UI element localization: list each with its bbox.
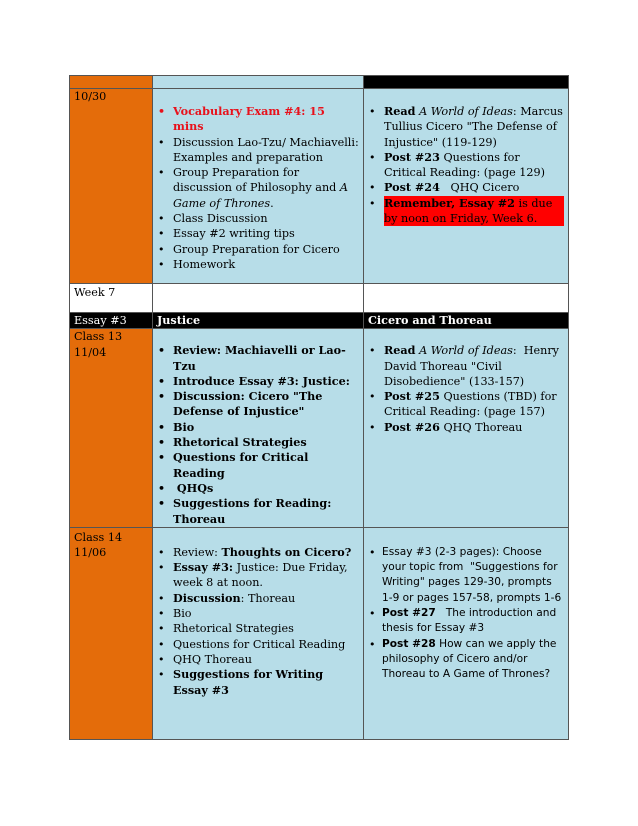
date-cell xyxy=(70,527,153,739)
list-item: • Read A World of Ideas: Henry David Thoreau "Civil Disobedience" (133-157) xyxy=(384,343,564,389)
list-item: • Bio xyxy=(173,420,359,435)
list-item: • Discussion: Cicero "The Defense of Injustice" xyxy=(173,389,359,420)
homework-list xyxy=(368,343,564,435)
list-item: • Suggestions for Reading: Thoreau xyxy=(173,496,359,527)
list-item: • Class Discussion xyxy=(173,211,359,226)
list-item: • Homework xyxy=(173,257,359,272)
table-row xyxy=(70,284,569,313)
table-row xyxy=(70,89,569,284)
list-item: • Rhetorical Strategies xyxy=(173,621,359,636)
cell xyxy=(153,284,364,313)
header-cell xyxy=(153,313,364,329)
cell xyxy=(70,76,153,89)
list-item: • Post #24 QHQ Cicero xyxy=(384,180,564,195)
date-cell xyxy=(70,329,153,528)
table-row xyxy=(70,76,569,89)
date: 11/04 xyxy=(74,345,107,359)
table-row xyxy=(70,313,569,329)
class-label: Class 14 xyxy=(74,530,123,544)
homework-list xyxy=(368,545,564,683)
list-item: • Review: Machiavelli or Lao-Tzu xyxy=(173,343,359,374)
list-item: • Post #27 The introduction and thesis for Essay #3 xyxy=(382,606,564,637)
cell xyxy=(153,76,364,89)
list-item: • QHQ Thoreau xyxy=(173,652,359,667)
table-row xyxy=(70,527,569,739)
list-item: • Essay #2 writing tips xyxy=(173,226,359,241)
homework-cell xyxy=(364,89,569,284)
week-label-cell xyxy=(70,284,153,313)
homework-cell xyxy=(364,329,569,528)
date: 10/30 xyxy=(74,90,107,103)
cell xyxy=(364,76,569,89)
readings-label: Cicero and Thoreau xyxy=(368,313,492,327)
date: 11/06 xyxy=(74,546,107,560)
cell xyxy=(364,284,569,313)
list-item: • Questions for Critical Reading xyxy=(173,637,359,652)
theme-label: Justice xyxy=(157,313,201,327)
list-item: • Review: Thoughts on Cicero? xyxy=(173,545,359,560)
list-item: • Discussion: Thoreau xyxy=(173,591,359,606)
list-item: • Questions for Critical Reading xyxy=(173,450,359,481)
activities-cell xyxy=(153,89,364,284)
header-cell xyxy=(364,313,569,329)
header-cell xyxy=(70,313,153,329)
list-item: • Group Preparation for Cicero xyxy=(173,242,359,257)
list-item: • Post #26 QHQ Thoreau xyxy=(384,420,564,435)
list-item: • Suggestions for Writing Essay #3 xyxy=(173,667,359,698)
activities-list xyxy=(157,545,359,698)
list-item: • Read A World of Ideas: Marcus Tullius Cicero "The Defense of Injustice" (119-129) xyxy=(384,104,564,150)
week-label: Week 7 xyxy=(74,286,116,299)
list-item: • Post #28 How can we apply the philosophy of Cicero and/or Thoreau to A Game of Thrones? xyxy=(382,637,564,683)
syllabus-table xyxy=(69,75,569,740)
date-cell xyxy=(70,89,153,284)
activities-list xyxy=(157,104,359,272)
table-row xyxy=(70,329,569,528)
list-item: • Essay #3 (2-3 pages): Choose your topic from "Suggestions for Writing" pages 129-30, prompts 1-9 or pages 157-58, prompts 1-6 xyxy=(382,545,564,606)
homework-cell xyxy=(364,527,569,739)
activities-cell xyxy=(153,329,364,528)
homework-list xyxy=(368,104,564,226)
essay-label: Essay #3 xyxy=(74,314,127,327)
list-item: • Introduce Essay #3: Justice: xyxy=(173,374,359,389)
activities-cell xyxy=(153,527,364,739)
list-item: • Discussion Lao-Tzu/ Machiavelli: Examples and preparation xyxy=(173,135,359,166)
list-item: • Vocabulary Exam #4: 15 mins xyxy=(173,104,359,135)
list-item: • Remember, Essay #2 is due by noon on Friday, Week 6. xyxy=(384,196,564,227)
activities-list xyxy=(157,343,359,527)
list-item: • Post #23 Questions for Critical Reading: (page 129) xyxy=(384,150,564,181)
list-item: • Essay #3: Justice: Due Friday, week 8 at noon. xyxy=(173,560,359,591)
list-item: • Rhetorical Strategies xyxy=(173,435,359,450)
list-item: • Bio xyxy=(173,606,359,621)
list-item: • Post #25 Questions (TBD) for Critical Reading: (page 157) xyxy=(384,389,564,420)
class-label: Class 13 xyxy=(74,330,123,344)
list-item: • Group Preparation for discussion of Philosophy and A Game of Thrones. xyxy=(173,165,359,211)
list-item: • QHQs xyxy=(173,481,359,496)
